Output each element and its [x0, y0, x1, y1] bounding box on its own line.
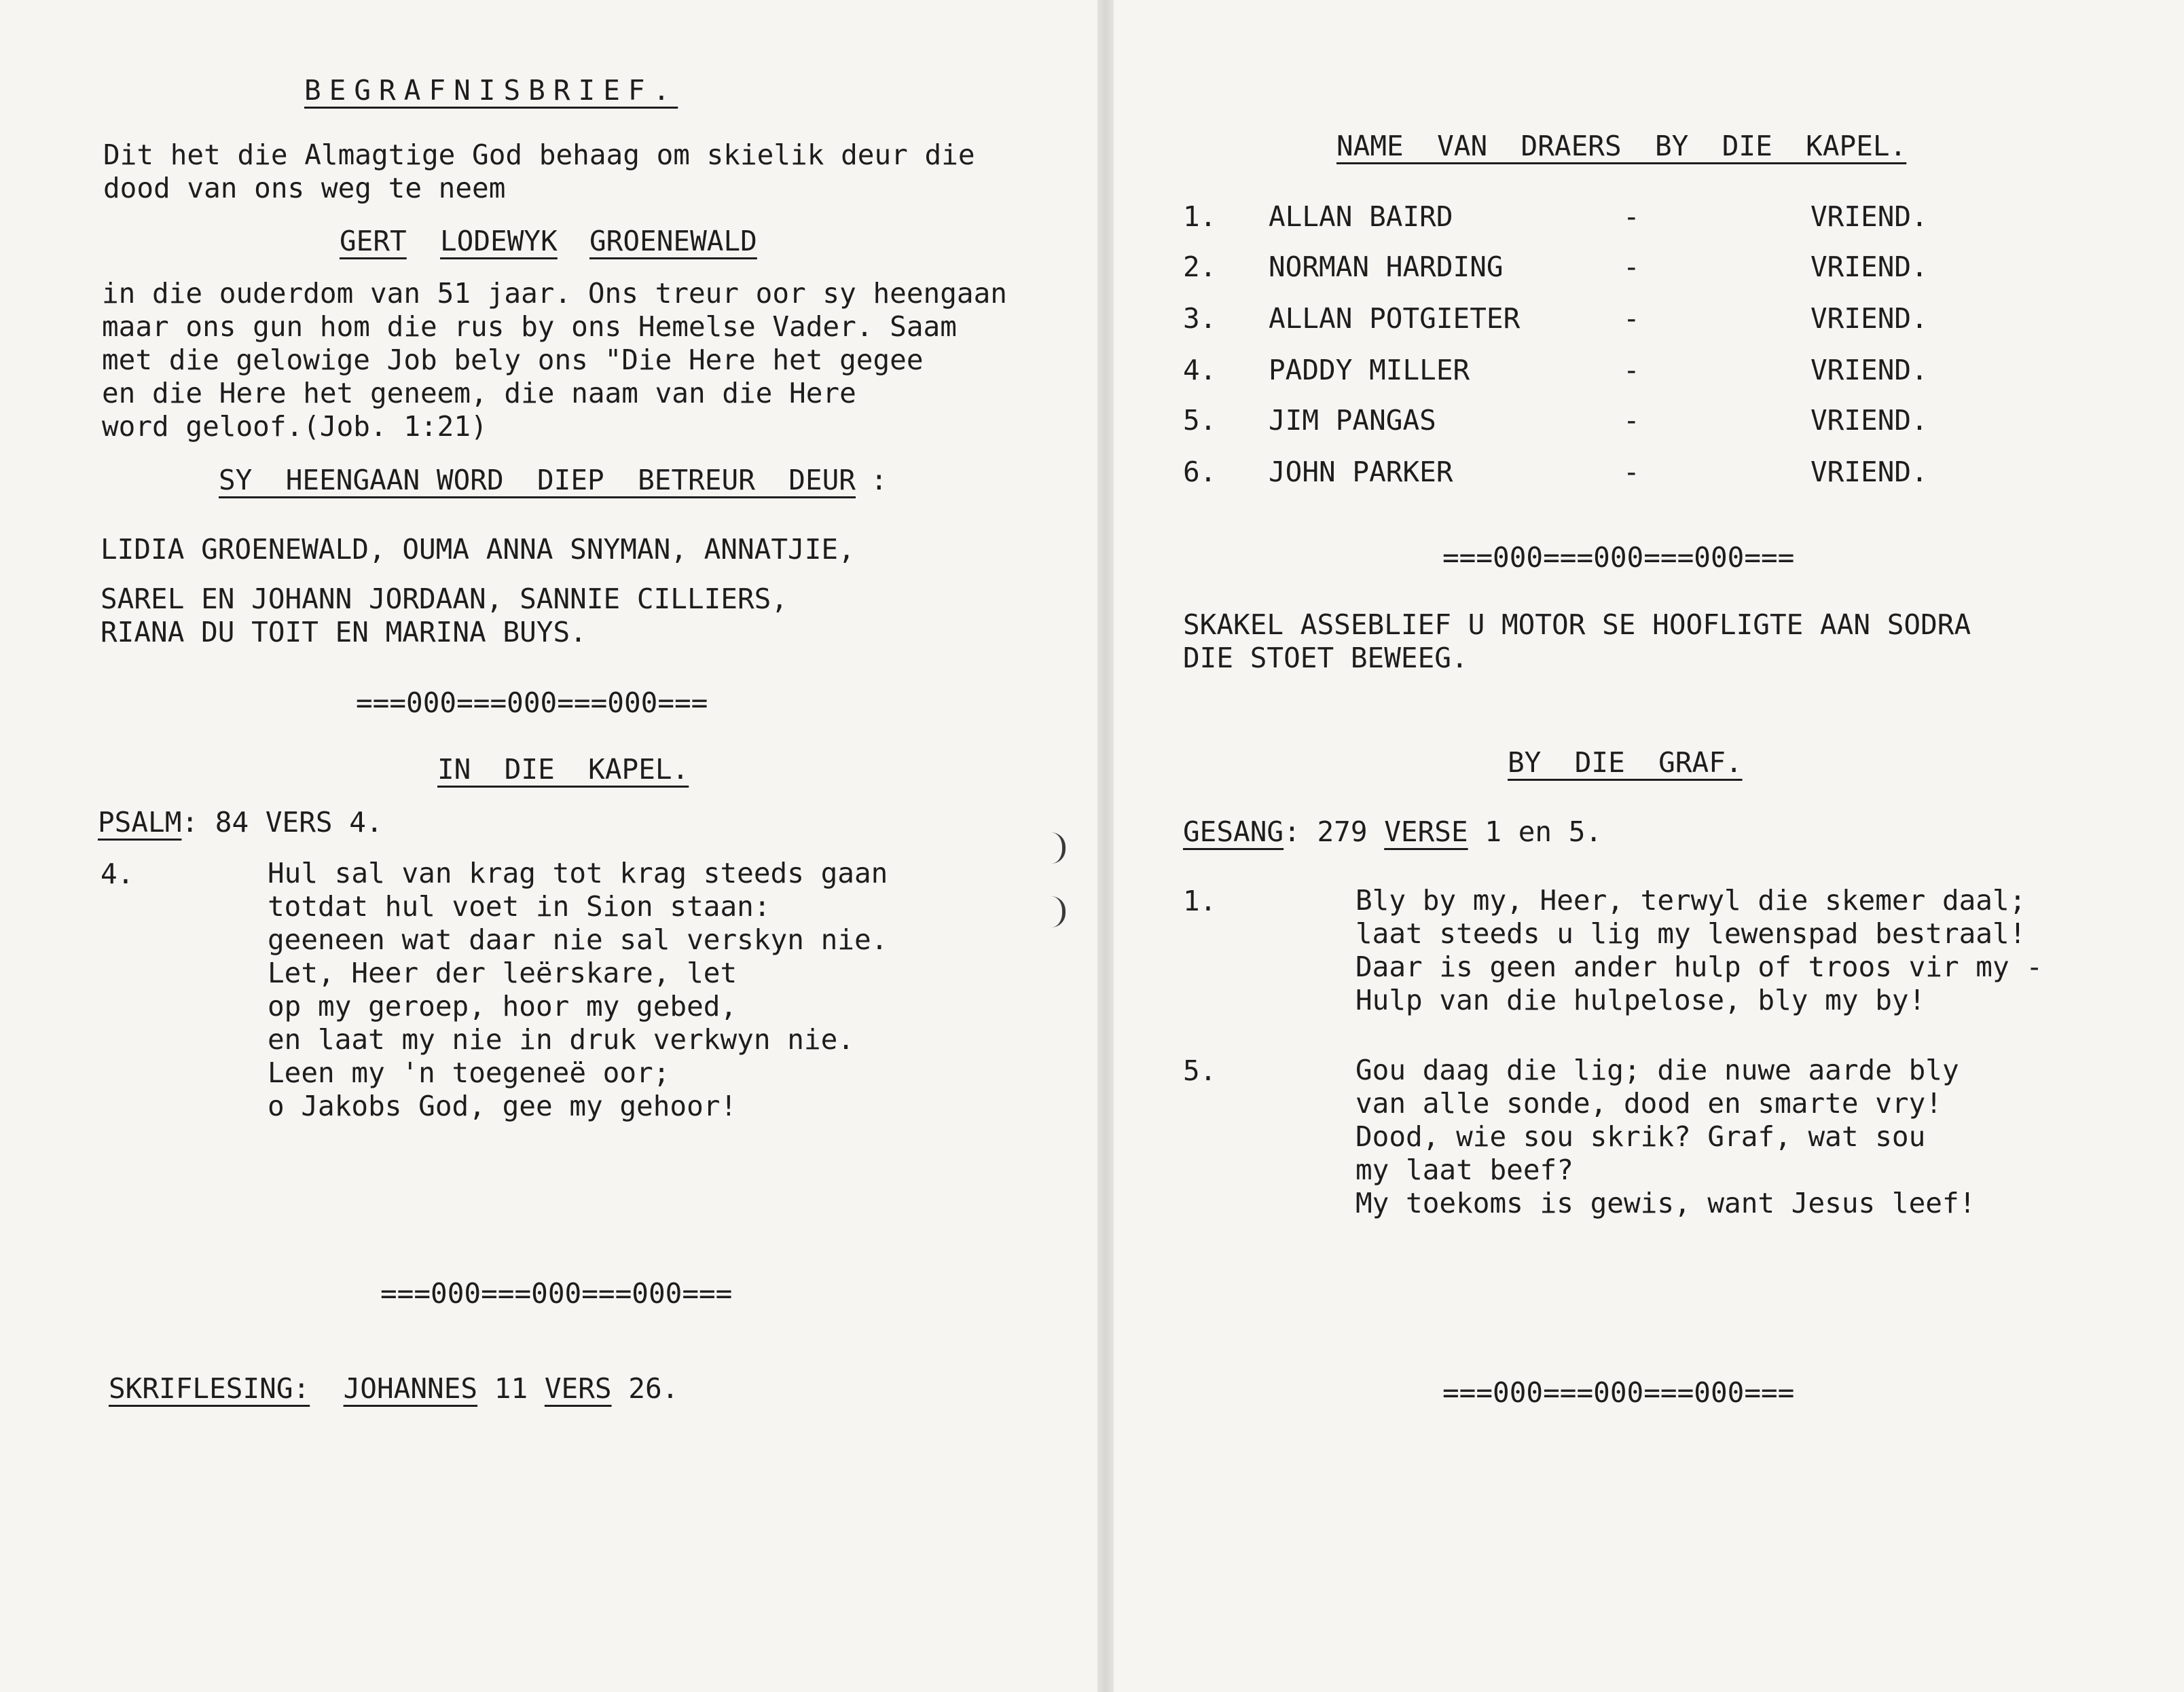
bearer-dash: -: [1623, 354, 1640, 386]
bearer-number: 5.: [1183, 404, 1217, 437]
bearer-dash: -: [1623, 456, 1640, 488]
bearer-dash: -: [1623, 302, 1640, 335]
page-fold: [1097, 0, 1114, 1692]
intro-text: Dit het die Almagtige God behaag om skielik deur die dood van ons weg te neem: [103, 139, 975, 204]
bearer-name: NORMAN HARDING: [1269, 251, 1504, 283]
mourners-heading: SY HEENGAAN WORD DIEP BETREUR DEUR: [219, 464, 856, 496]
bearer-role: VRIEND.: [1810, 251, 1928, 283]
bearer-role: VRIEND.: [1810, 456, 1928, 488]
hymn-verse-5-text: Gou daag die lig; die nuwe aarde bly van alle sonde, dood en smarte vry! Dood, wie sou skrik? Graf, wat sou my laat beef? My toekoms is gewis, want Jesus leef!: [1355, 1054, 1976, 1219]
bearer-number: 1.: [1183, 200, 1217, 233]
bearer-number: 3.: [1183, 302, 1217, 335]
mourners-line-1: LIDIA GROENEWALD, OUMA ANNA SNYMAN, ANNATJIE,: [101, 533, 855, 566]
divider-right-2: ===000===000===000===: [1442, 1376, 1795, 1409]
bearer-name: ALLAN POTGIETER: [1269, 302, 1521, 335]
headlights-notice: SKAKEL ASSEBLIEF U MOTOR SE HOOFLIGTE AAN SODRA DIE STOET BEWEEG.: [1183, 608, 1971, 674]
reading-verse: 26.: [628, 1372, 679, 1405]
psalm-verse-text: Hul sal van krag tot krag steeds gaan totdat hul voet in Sion staan: geeneen wat daar nie sal verskyn nie. Let, Heer der leërskare, let op my geroep, hoor my gebed, en laat my nie in druk verkwyn nie. Leen my 'n toegeneë oor; o Jakobs God, gee my gehoor!: [268, 857, 888, 1122]
bearer-number: 6.: [1183, 456, 1217, 488]
chapel-heading: IN DIE KAPEL.: [437, 753, 689, 786]
gesang-verses: 1 en 5.: [1468, 815, 1603, 848]
page-title: BEGRAFNISBRIEF.: [304, 74, 678, 107]
mourners-heading-colon: :: [871, 464, 888, 496]
bearers-heading: NAME VAN DRAERS BY DIE KAPEL.: [1336, 130, 1907, 162]
gesang-label: GESANG: [1183, 815, 1284, 848]
bearer-dash: -: [1623, 251, 1640, 283]
grave-heading: BY DIE GRAF.: [1508, 746, 1743, 779]
hymn-verse-5-number: 5.: [1183, 1054, 1217, 1087]
bearer-name: ALLAN BAIRD: [1269, 200, 1453, 233]
divider-right-1: ===000===000===000===: [1442, 541, 1795, 574]
bearer-role: VRIEND.: [1810, 200, 1928, 233]
bearer-dash: -: [1623, 200, 1640, 233]
hymn-verse-1-number: 1.: [1183, 885, 1217, 917]
reading-label: SKRIFLESING:: [109, 1372, 310, 1405]
bearer-number: 4.: [1183, 354, 1217, 386]
psalm-verse-number: 4.: [101, 858, 134, 890]
bearer-name: PADDY MILLER: [1269, 354, 1470, 386]
gesang-number: : 279: [1284, 815, 1385, 848]
reading-vers-label: VERS: [544, 1372, 612, 1405]
bearer-dash: -: [1623, 404, 1640, 437]
scripture-reading: [109, 1372, 678, 1405]
obituary-paragraph: in die ouderdom van 51 jaar. Ons treur oor sy heengaan maar ons gun hom die rus by ons Hemelse Vader. Saam met die gelowige Job bely ons "Die Here het gegee en die Here het geneem, die naam van die Here word geloof.(Job. 1:21): [102, 277, 1007, 443]
deceased-middle-name: LODEWYK: [440, 225, 558, 257]
psalm-label: PSALM: [98, 806, 182, 839]
divider-left-1: ===000===000===000===: [356, 686, 708, 719]
bearer-role: VRIEND.: [1810, 302, 1928, 335]
bearer-number: 2.: [1183, 251, 1217, 283]
mourners-line-2: SAREL EN JOHANN JORDAAN, SANNIE CILLIERS, RIANA DU TOIT EN MARINA BUYS.: [101, 583, 788, 648]
reading-book: JOHANNES: [343, 1372, 478, 1405]
bearer-role: VRIEND.: [1810, 354, 1928, 386]
divider-left-2: ===000===000===000===: [380, 1277, 733, 1310]
deceased-first-name: GERT: [340, 225, 407, 257]
bearer-name: JOHN PARKER: [1269, 456, 1453, 488]
bearer-name: JIM PANGAS: [1269, 404, 1436, 437]
psalm-reference: : 84 VERS 4.: [181, 806, 383, 839]
hymn-verse-1-text: Bly by my, Heer, terwyl die skemer daal; laat steeds u lig my lewenspad bestraal! Daar is geen ander hulp of troos vir my - Hulp van die hulpelose, bly my by!: [1355, 884, 2043, 1016]
bearer-role: VRIEND.: [1810, 404, 1928, 437]
psalm-line: [98, 805, 383, 839]
reading-chapter: 11: [494, 1372, 528, 1405]
gesang-line: [1183, 815, 1602, 849]
gesang-verse-label: VERSE: [1384, 815, 1468, 848]
deceased-surname: GROENEWALD: [589, 225, 757, 257]
